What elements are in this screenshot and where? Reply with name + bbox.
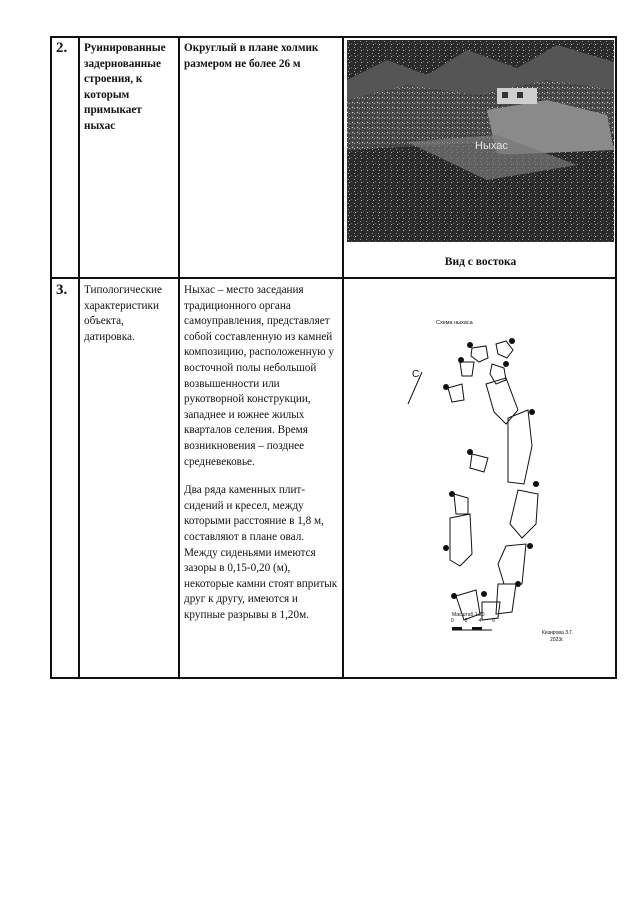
table-border-top: [50, 36, 617, 38]
table-col-divider-3: [342, 36, 344, 678]
table-col-divider-2: [178, 36, 180, 678]
scheme-title: Схема ныхаса: [436, 320, 473, 326]
photo-caption: Вид с востока: [444, 256, 517, 268]
scale-tick: 2: [464, 618, 468, 624]
east-view-photo: [347, 40, 614, 242]
scale-label: Масштаб 1:20: [452, 612, 485, 618]
scale-ticks: [451, 618, 495, 624]
scale-tick: 4: [478, 618, 482, 624]
scale-tick: 0: [451, 618, 454, 624]
row-attribute-name: Типологические характеристики объекта, датировка.: [84, 284, 162, 343]
row-number: 3.: [56, 282, 68, 298]
row-number: 2.: [56, 40, 68, 56]
description-paragraph-2: Два ряда каменных плит-сидений и кресел, между которыми расстояние в 1,8 м, составляют в плане овал. Между сиденьями имеются зазоры в 0,15-0,20 (м), некоторые камни стоят впритык друг к другу, имеются и крупные разрывы в 1,20м.: [184, 484, 338, 621]
description-paragraph-1: Ныхас – место заседания традиционного органа самоуправления, представляет собой составленную из камней композицию, расположенную у восточной полы небольшой возвышенности или рукотворной конструкции, западнее и южнее жилых кварталов селения. Время возникновения – позднее средневековье.: [184, 284, 334, 468]
row-attribute-description: [184, 283, 338, 623]
nyhas-scheme: [346, 284, 616, 678]
scale-tick: 6: [492, 618, 495, 624]
scheme-year: 2023г.: [550, 637, 564, 643]
scheme-author: Кизирова З.Г.: [542, 630, 574, 636]
attribute-table: [50, 36, 617, 678]
north-label: С: [412, 369, 420, 380]
table-row-divider: [50, 277, 617, 279]
table-border-left: [50, 36, 52, 678]
photo-label-nyhas: Ныхас: [475, 140, 508, 152]
row-attribute-name: Руинированные задернованные строения, к которым примыкает ныхас: [84, 42, 166, 132]
row-attribute-description: Округлый в плане холмик размером не более 26 м: [184, 42, 319, 70]
table-col-divider-1: [78, 36, 80, 678]
